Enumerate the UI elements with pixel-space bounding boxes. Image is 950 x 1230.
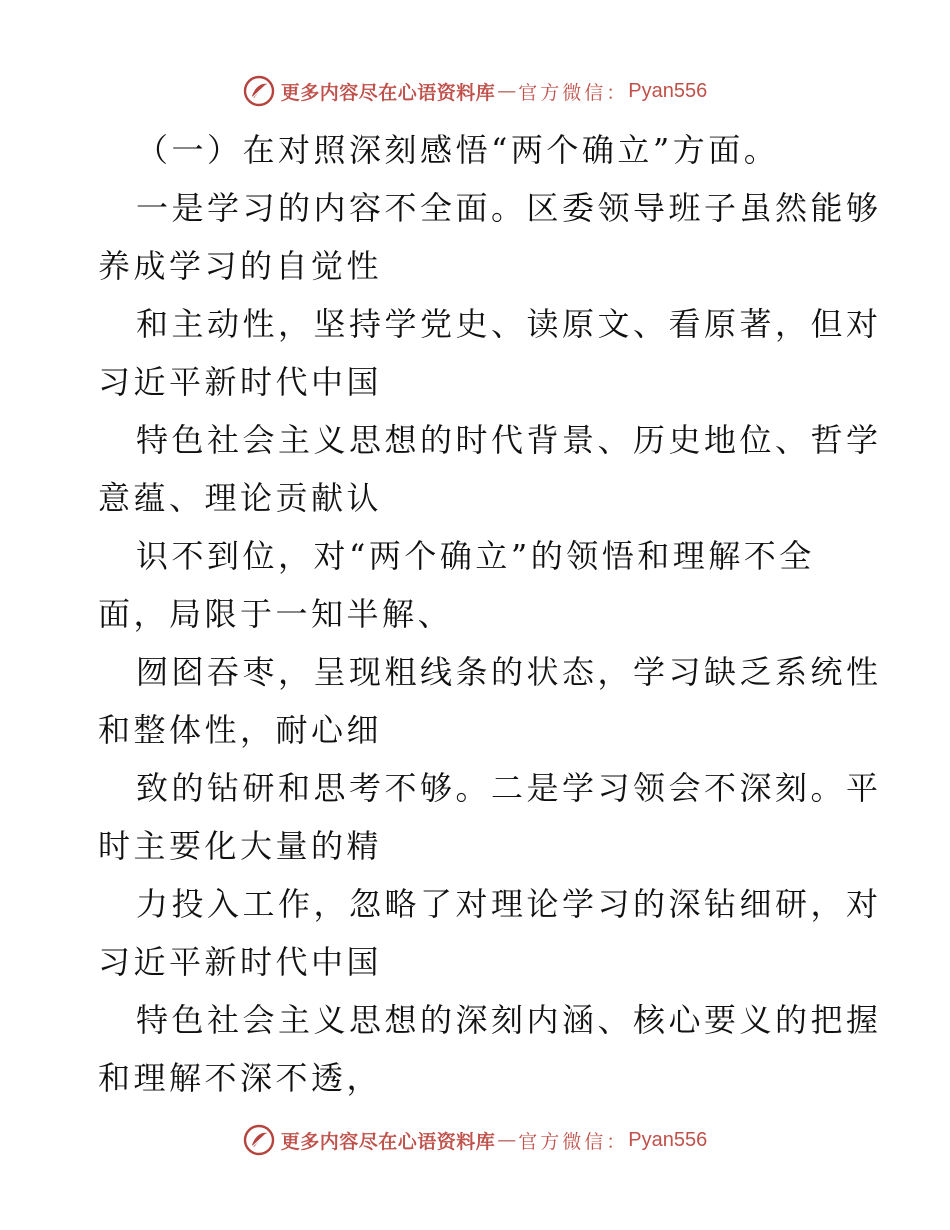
text-line: 特色社会主义思想的时代背景、历史地位、哲学 [136,421,882,459]
text-line: 习近平新时代中国 [98,943,383,981]
text-line: 意蕴、理论贡献认 [98,479,383,517]
header-brand-text: 更多内容尽在心语资料库 [280,81,496,104]
footer-dash: — [497,1129,517,1151]
text-line: 时主要化大量的精 [98,827,383,865]
text-line: 面，局限于一知半解、 [98,595,454,633]
text-line: 特色社会主义思想的深刻内涵、核心要义的把握 [136,1001,882,1039]
footer-official-label: 官方微信： [518,1130,629,1153]
header-banner [0,71,950,111]
text-line: 力投入工作，忽略了对理论学习的深钻细研，对 [136,885,882,923]
brand-logo-icon [243,1124,275,1156]
footer-brand-text: 更多内容尽在心语资料库 [280,1130,496,1153]
text-line: 养成学习的自觉性 [98,247,383,285]
brand-logo-icon [243,75,275,107]
header-dash: — [497,80,517,102]
header-official-label: 官方微信： [518,81,629,104]
text-line: 识不到位，对“两个确立”的领悟和理解不全 [136,537,815,575]
footer-wechat-id: Pyan556 [628,1128,708,1151]
text-line: 一是学习的内容不全面。区委领导班子虽然能够 [136,189,882,227]
document-body [98,121,882,1107]
footer-banner [0,1120,950,1160]
text-line: 和主动性，坚持学党史、读原文、看原著，但对 [136,305,882,343]
text-line: （一）在对照深刻感悟“两个确立”方面。 [136,131,780,169]
text-line: 囫囵吞枣，呈现粗线条的状态，学习缺乏系统性 [136,653,882,691]
text-line: 和理解不深不透， [98,1059,383,1097]
text-line: 习近平新时代中国 [98,363,383,401]
text-line: 和整体性，耐心细 [98,711,383,749]
header-wechat-id: Pyan556 [628,79,708,102]
text-line: 致的钻研和思考不够。二是学习领会不深刻。平 [136,769,882,807]
